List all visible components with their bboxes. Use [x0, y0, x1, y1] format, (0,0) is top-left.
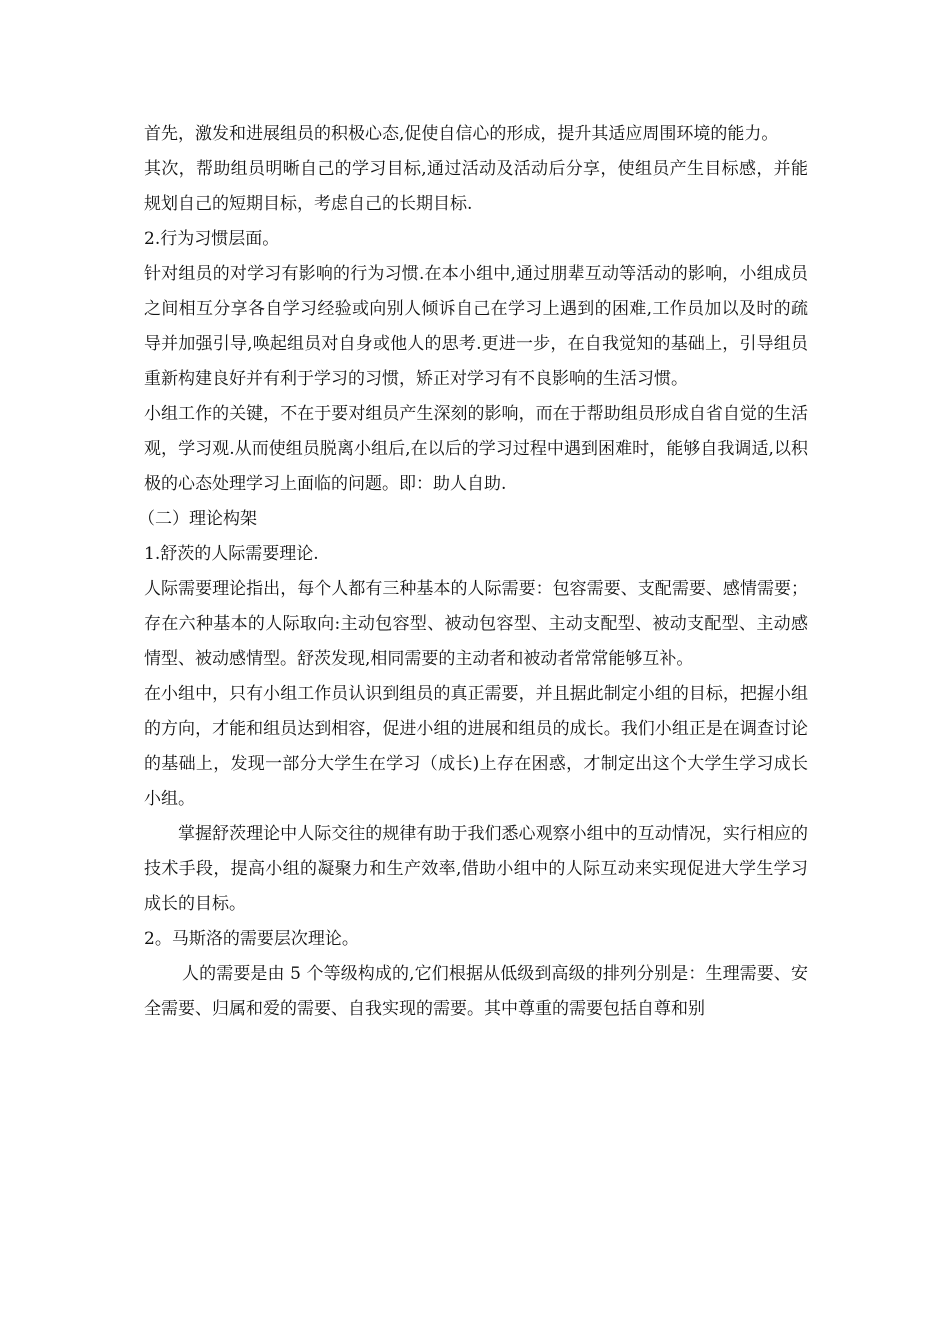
paragraph-behavior-habits: 针对组员的对学习有影响的行为习惯.在本小组中,通过朋辈互动等活动的影响，小组成员之间相互分享各自学习经验或向别人倾诉自己在学习上遇到的困难,工作员加以及时的疏导并加强引导,唤起组员对自身或他人的思考.更进一步，在自我觉知的基础上，引导组员重新构建良好并有利于学习的习惯，矫正对学习有不良影响的生活习惯。 — [144, 264, 808, 389]
section-heading-theory-framework: （二）理论构架 — [138, 509, 257, 529]
paragraph-schutz-application: 掌握舒茨理论中人际交往的规律有助于我们悉心观察小组中的互动情况，实行相应的技术手段，提高小组的凝聚力和生产效率,借助小组中的人际互动来实现促进大学生学习成长的目标。 — [144, 824, 808, 914]
paragraph-second-point: 其次，帮助组员明晰自己的学习目标,通过活动及活动后分享，使组员产生目标感，并能规划自己的短期目标，考虑自己的长期目标. — [144, 159, 808, 214]
paragraph-schutz-theory: 人际需要理论指出，每个人都有三种基本的人际需要：包容需要、支配需要、感情需要；存在六种基本的人际取向:主动包容型、被动包容型、主动支配型、被动支配型、主动感情型、被动感情型。舒茨发现,相同需要的主动者和被动者常常能够互补。 — [144, 579, 808, 669]
subheading-behavior-habits: 2.行为习惯层面。 — [144, 229, 280, 249]
paragraph-group-needs: 在小组中，只有小组工作员认识到组员的真正需要，并且据此制定小组的目标，把握小组的方向，才能和组员达到相容，促进小组的进展和组员的成长。我们小组正是在调查讨论的基础上，发现一部分大学生在学习（成长)上存在困惑，才制定出这个大学生学习成长小组。 — [144, 684, 808, 809]
paragraph-group-work-key: 小组工作的关键，不在于要对组员产生深刻的影响，而在于帮助组员形成自省自觉的生活观，学习观.从而使组员脱离小组后,在以后的学习过程中遇到困难时，能够自我调适,以积极的心态处理学习上面临的问题。即：助人自助. — [144, 404, 808, 494]
subheading-schutz-theory: 1.舒茨的人际需要理论. — [144, 544, 319, 564]
subheading-maslow-theory: 2。马斯洛的需要层次理论。 — [144, 929, 359, 949]
document-body — [138, 117, 808, 1027]
paragraph-first-point: 首先，激发和进展组员的积极心态,促使自信心的形成，提升其适应周围环境的能力。 — [144, 124, 779, 144]
paragraph-maslow-theory: 人的需要是由 5 个等级构成的,它们根据从低级到高级的排列分别是：生理需要、安全需要、归属和爱的需要、自我实现的需要。其中尊重的需要包括自尊和别 — [144, 964, 808, 1019]
